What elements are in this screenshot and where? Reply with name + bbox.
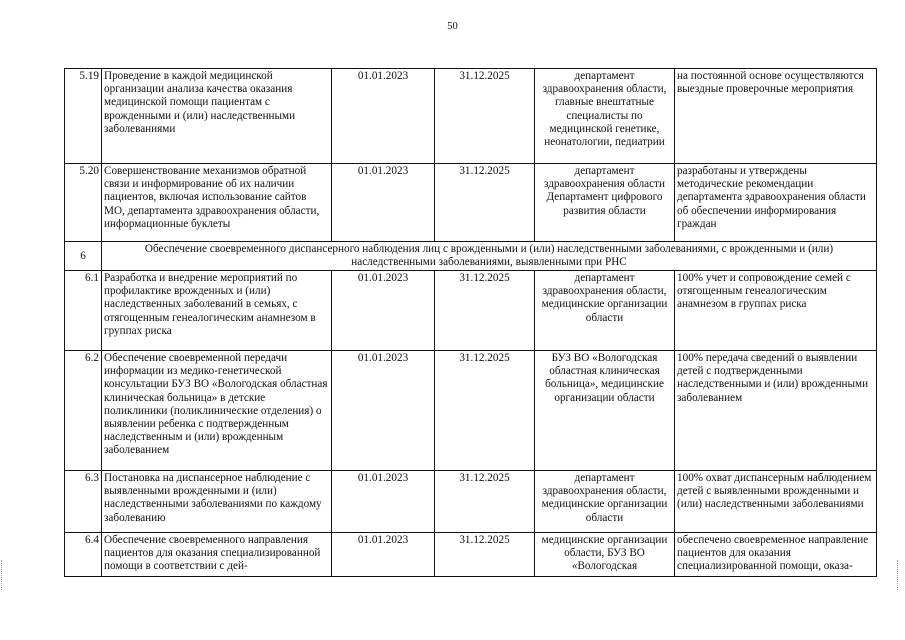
measure-title: Разработка и внедрение мероприятий по профилактике врожденных и (или) наследственных заболеваний в семьях, с отягощенным генеалогическим анамнезом в группах риска [102, 271, 332, 351]
end-date: 31.12.2025 [435, 471, 535, 533]
expected-result: разработаны и утверждены методические рекомендации департамента здравоохранения области об обеспечении информирования граждан [675, 164, 877, 242]
responsible-executor: БУЗ ВО «Вологодская областная клиническая больница», медицинские организации области [535, 351, 675, 471]
table-row [65, 69, 877, 164]
start-date: 01.01.2023 [332, 351, 435, 471]
row-number: 6.4 [65, 533, 102, 577]
end-date: 31.12.2025 [435, 533, 535, 577]
start-date: 01.01.2023 [332, 471, 435, 533]
responsible-executor: департамент здравоохранения области Департамент цифрового развития области [535, 164, 675, 242]
measures-table [64, 68, 877, 577]
measure-title: Обеспечение своевременного направления пациентов для оказания специализированной помощи в соответствии с дей- [102, 533, 332, 577]
table-row [65, 351, 877, 471]
expected-result: 100% учет и сопровождение семей с отягощенным генеалогическим анамнезом в группах риска [675, 271, 877, 351]
row-number: 6.1 [65, 271, 102, 351]
section-title: Обеспечение своевременного диспансерного наблюдения лиц с врожденными и (или) наследственными заболеваниями, с врожденными и (или) наследственными заболеваниями, выявленными при РНС [102, 242, 877, 271]
measure-title: Совершенствование механизмов обратной связи и информирование об их наличии пациентов, включая использование сайтов МО, департамента здравоохранения области, информационные буклеты [102, 164, 332, 242]
end-date: 31.12.2025 [435, 69, 535, 164]
measure-title: Обеспечение своевременной передачи информации из медико-генетической консультации БУЗ ВО «Вологодская областная клиническая больница» в детские поликлиники (поликлинические отделения) о выявлении ребенка с подтвержденным наследственным и (или) врожденным заболеванием [102, 351, 332, 471]
end-date: 31.12.2025 [435, 164, 535, 242]
end-date: 31.12.2025 [435, 271, 535, 351]
start-date: 01.01.2023 [332, 271, 435, 351]
start-date: 01.01.2023 [332, 69, 435, 164]
responsible-executor: департамент здравоохранения области, медицинские организации области [535, 271, 675, 351]
measure-title: Постановка на диспансерное наблюдение с выявленными врожденными и (или) наследственными заболеваниями по каждому заболеванию [102, 471, 332, 533]
table-row [65, 533, 877, 577]
table-row [65, 471, 877, 533]
expected-result: 100% передача сведений о выявлении детей с подтвержденными наследственными и (или) врожденными заболеванием [675, 351, 877, 471]
section-header-row [65, 242, 877, 271]
expected-result: 100% охват диспансерным наблюдением детей с выявленными врожденными и (или) наследственными заболеваниями [675, 471, 877, 533]
scan-edge-mark-right [897, 560, 901, 590]
measure-title: Проведение в каждой медицинской организации анализа качества оказания медицинской помощи пациентам с врожденными и (или) наследственными заболеваниями [102, 69, 332, 164]
end-date: 31.12.2025 [435, 351, 535, 471]
table-row [65, 271, 877, 351]
responsible-executor: департамент здравоохранения области, медицинские организации области [535, 471, 675, 533]
responsible-executor: медицинские организации области, БУЗ ВО «Вологодская [535, 533, 675, 577]
expected-result: обеспечено своевременное направление пациентов для оказания специализированной помощи, оказа- [675, 533, 877, 577]
table-row [65, 164, 877, 242]
page-number: 50 [447, 21, 458, 32]
responsible-executor: департамент здравоохранения области, главные внештатные специалисты по медицинской генетике, неонатологии, педиатрии [535, 69, 675, 164]
expected-result: на постоянной основе осуществляются выездные проверочные мероприятия [675, 69, 877, 164]
row-number: 6.2 [65, 351, 102, 471]
row-number: 5.19 [65, 69, 102, 164]
row-number: 5.20 [65, 164, 102, 242]
start-date: 01.01.2023 [332, 164, 435, 242]
section-number: 6 [65, 242, 102, 271]
scan-edge-mark-left [1, 560, 5, 590]
row-number: 6.3 [65, 471, 102, 533]
start-date: 01.01.2023 [332, 533, 435, 577]
